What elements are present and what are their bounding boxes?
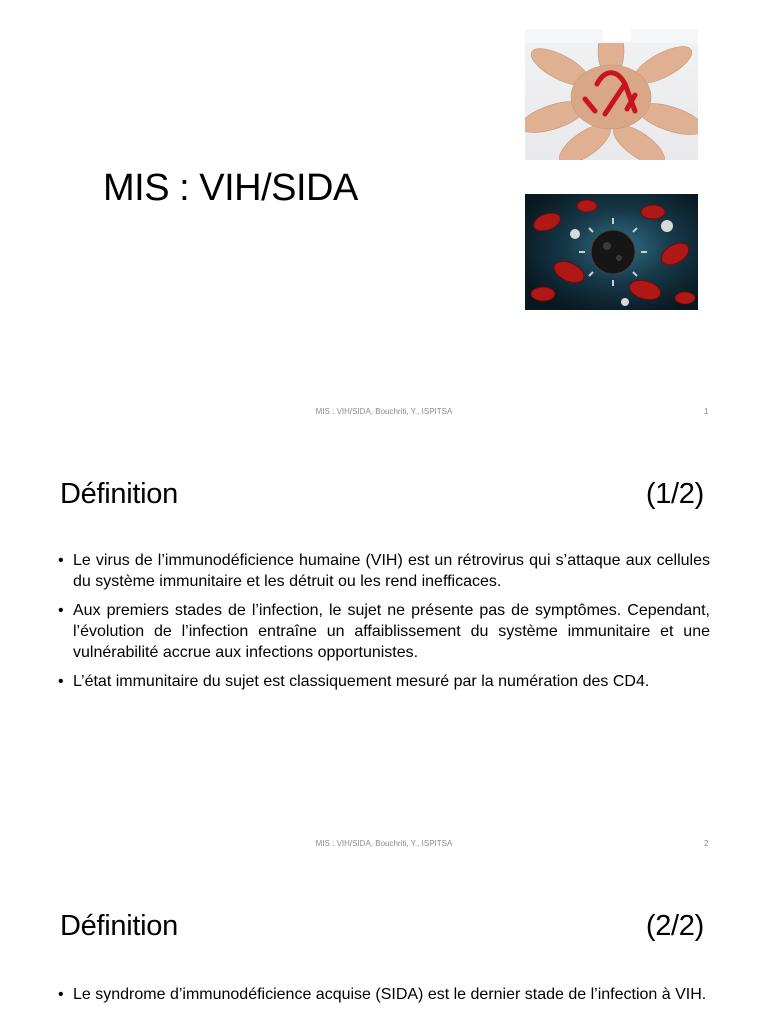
slide-3: [0, 864, 768, 1024]
red-ribbon-hands-image: [525, 29, 698, 160]
virus-blood-cells-image: [525, 194, 698, 310]
footer-text: MIS : VIH/SIDA, Bouchriti, Y., ISPITSA: [315, 407, 453, 416]
bullet-item: • Le syndrome d’immunodéficience acquise (SIDA) est le dernier stade de l’infection à VIH.: [58, 984, 710, 1005]
heading-text: Définition: [60, 478, 178, 510]
bullet-item: • Le virus de l’immunodéficience humaine (VIH) est un rétrovirus qui s’attaque aux cellules du système immunitaire et les détruit ou les rend inefficaces.: [58, 550, 710, 592]
page-number: 1: [704, 407, 709, 416]
slide-1: [0, 0, 768, 432]
heading-part: (2/2): [645, 910, 704, 942]
bullet-item: • Aux premiers stades de l’infection, le sujet ne présente pas de symptômes. Cependant, l’évolution de l’infection entraîne un affaiblissement du système immunitaire et une vulnérabilité accrue aux infections opportunistes.: [58, 600, 710, 663]
slide-heading: [60, 478, 704, 511]
footer-text: MIS : VIH/SIDA, Bouchriti, Y., ISPITSA: [315, 839, 453, 848]
heading-part: (1/2): [645, 478, 704, 510]
heading-text: Définition: [60, 910, 178, 942]
slide-title: MIS : VIH/SIDA: [103, 167, 358, 209]
bullet-list: [58, 550, 710, 700]
page-number: 2: [704, 839, 709, 848]
slide-2: [0, 432, 768, 864]
slide-heading: [60, 910, 704, 943]
bullet-list: [58, 984, 710, 1013]
bullet-item: • L’état immunitaire du sujet est classiquement mesuré par la numération des CD4.: [58, 671, 710, 692]
